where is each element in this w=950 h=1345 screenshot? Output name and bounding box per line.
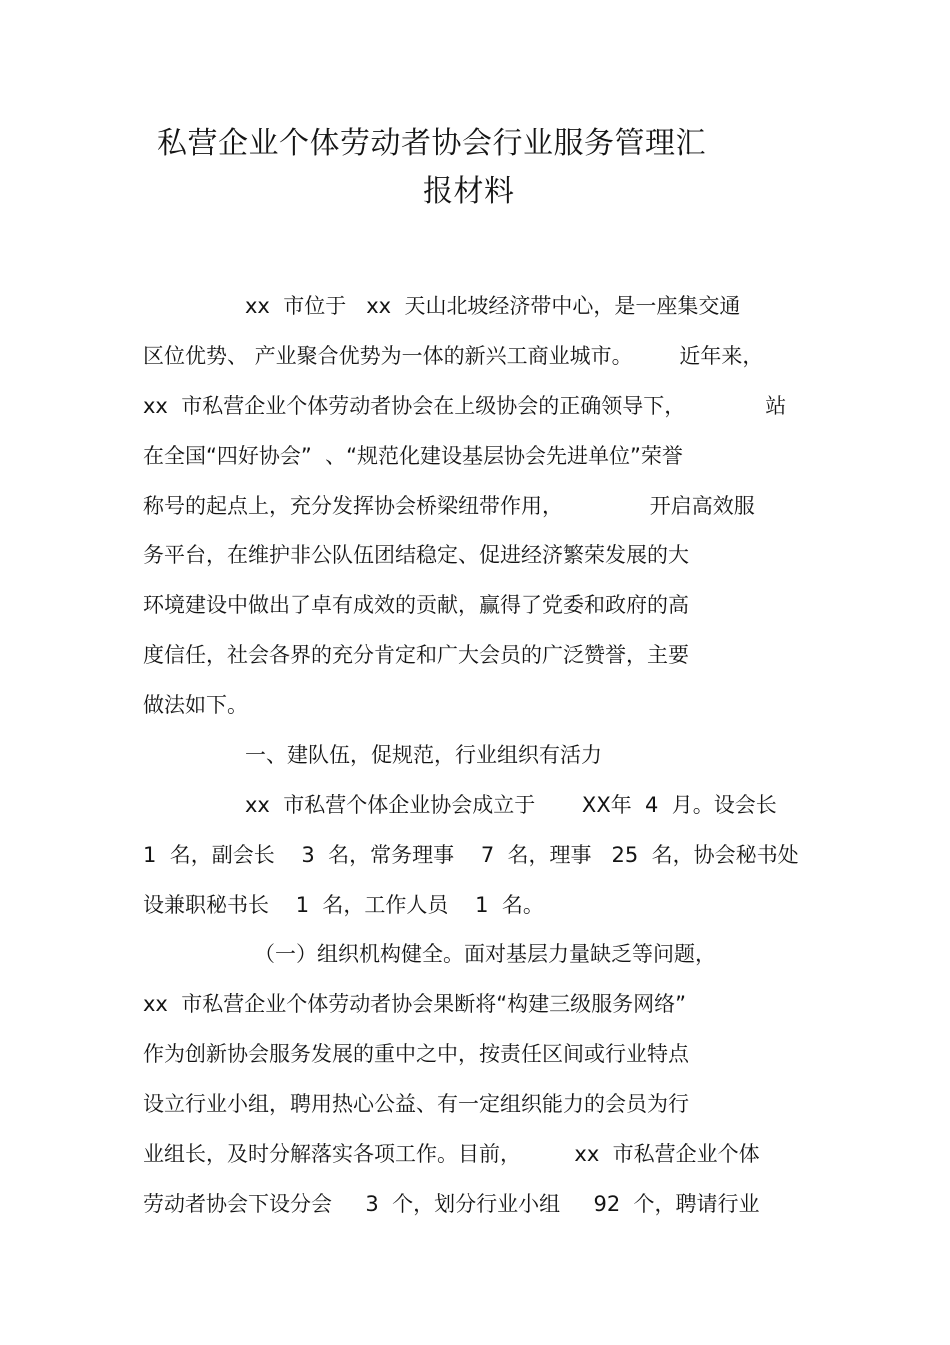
paragraph-line: xx 市私营个体企业协会成立于 XX年 4 月。设会长 — [245, 793, 777, 817]
paragraph-line: 在全国“四好协会” 、“规范化建设基层协会先进单位”荣誉 — [143, 444, 683, 468]
paragraph-line: 设立行业小组，聘用热心公益、有一定组织能力的会员为行 — [143, 1092, 689, 1116]
paragraph-line: 1 名，副会长 3 名，常务理事 7 名，理事 25 名，协会秘书处 — [143, 843, 799, 867]
paragraph-line: 设兼职秘书长 1 名，工作人员 1 名。 — [143, 893, 544, 917]
paragraph-line: 称号的起点上，充分发挥协会桥梁纽带作用， 开启高效服 — [143, 494, 755, 518]
paragraph-line: 劳动者协会下设分会 3 个，划分行业小组 92 个，聘请行业 — [143, 1192, 760, 1216]
paragraph-line: 作为创新协会服务发展的重中之中，按责任区间或行业特点 — [143, 1042, 689, 1066]
section-heading: 一、建队伍，促规范，行业组织有活力 — [245, 743, 602, 767]
paragraph-line: （一）组织机构健全。面对基层力量缺乏等问题， — [254, 942, 716, 966]
paragraph-line: 度信任，社会各界的充分肯定和广大会员的广泛赞誉，主要 — [143, 643, 689, 667]
paragraph-line: 环境建设中做出了卓有成效的贡献，赢得了党委和政府的高 — [143, 593, 689, 617]
paragraph-line: xx 市私营企业个体劳动者协会在上级协会的正确领导下， 站 — [143, 394, 787, 418]
document-title-line-2: 报材料 — [423, 174, 515, 209]
paragraph-line: 做法如下。 — [143, 693, 248, 717]
paragraph-line: xx 市位于 xx 天山北坡经济带中心，是一座集交通 — [245, 294, 741, 318]
paragraph-line: xx 市私营企业个体劳动者协会果断将“构建三级服务网络” — [143, 992, 686, 1016]
paragraph-line: 业组长，及时分解落实各项工作。目前， xx 市私营企业个体 — [143, 1142, 760, 1166]
paragraph-line: 区位优势、 产业聚合优势为一体的新兴工商业城市。 近年来， — [143, 344, 764, 368]
document-title-line-1: 私营企业个体劳动者协会行业服务管理汇 — [157, 126, 706, 161]
paragraph-line: 务平台，在维护非公队伍团结稳定、促进经济繁荣发展的大 — [143, 543, 689, 567]
